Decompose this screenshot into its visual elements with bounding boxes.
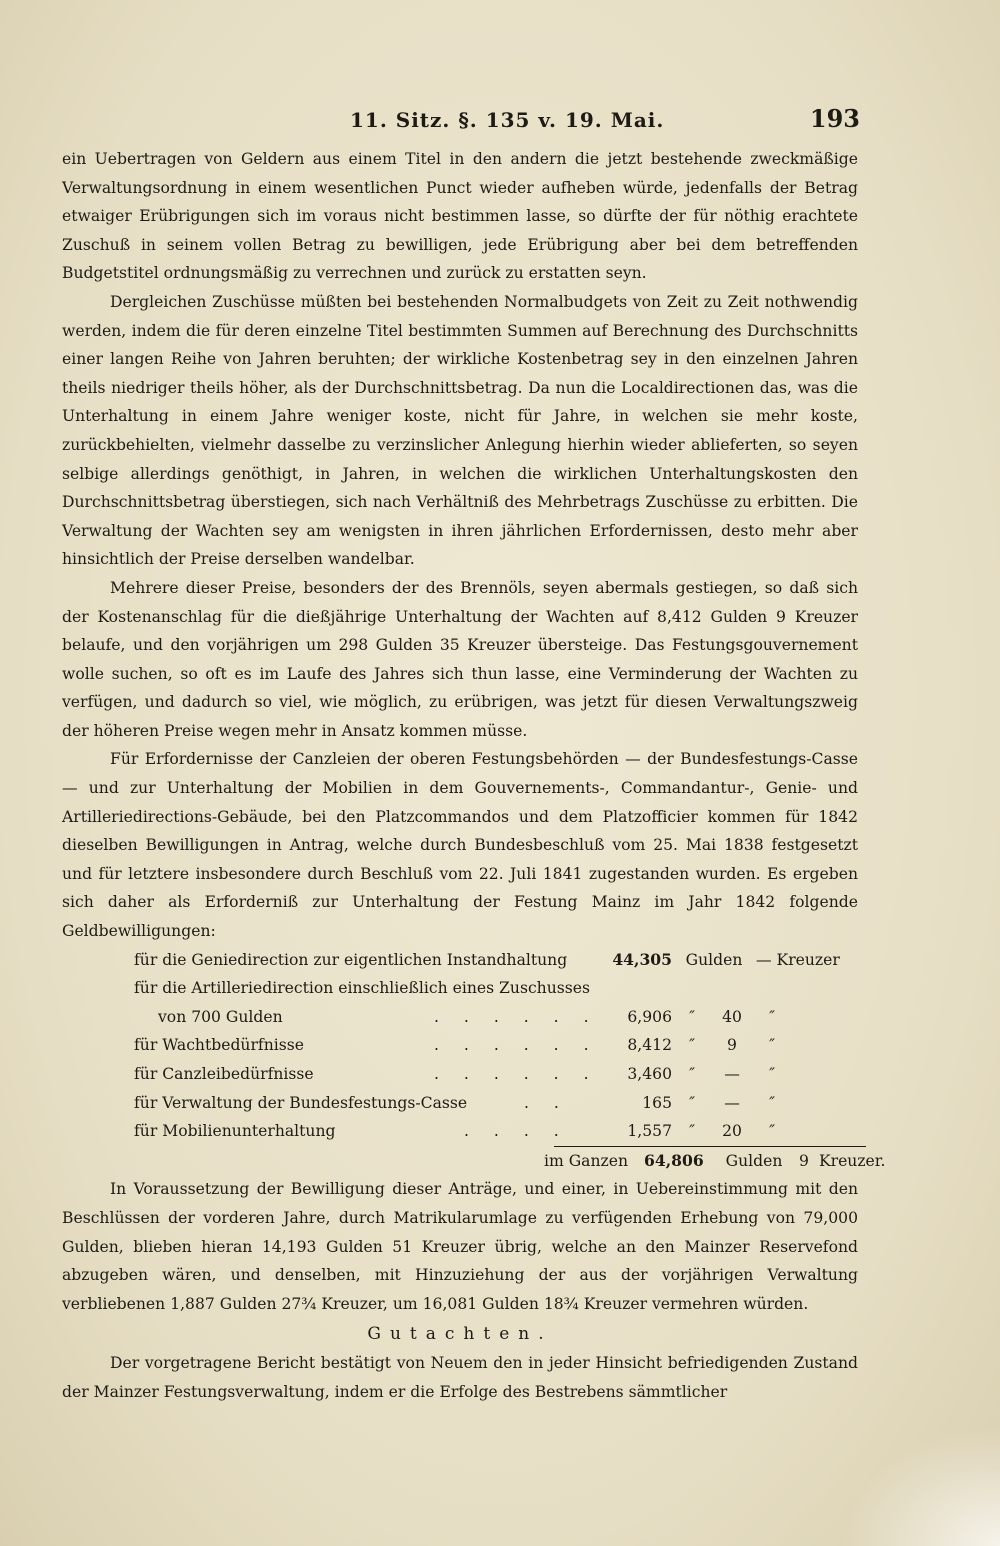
cost-row: [134, 1003, 858, 1032]
cost-row-artillery-intro: [134, 974, 858, 1003]
total-amount: 64,806: [644, 1150, 704, 1170]
ditto-mark: ″: [769, 1065, 775, 1083]
cost-amount: 1,557: [627, 1122, 672, 1141]
cost-row-genie: [134, 946, 858, 975]
paragraph-4: Für Erfordernisse der Canzleien der oberen Festungsbehörden — der Bundesfestungs-Casse — und zur Unterhaltung der Mobilien in dem Gouvernements-, Commandantur-, Genie- und Artilleriedirections-Gebäude, bei den Platzcommandos und dem Platzofficier kommen für 1842 dieselben Bewilligungen in Antrag, welche durch Bundesbeschluß vom 25. Mai 1838 festgesetzt und für letztere insbesondere durch Beschluß vom 22. Juli 1841 zugestanden wurden. Es ergeben sich daher als Erforderniß zur Unterhaltung der Festung Mainz im Jahr 1842 folgende Geldbewilligungen:: [62, 750, 858, 941]
leader-dots: . . . .: [464, 1122, 569, 1141]
cost-kreuzer: 20: [722, 1122, 742, 1141]
section-heading: Gutachten.: [367, 1324, 553, 1345]
cost-amount: 6,906: [627, 1007, 672, 1026]
total-row: [134, 1147, 886, 1176]
ditto-mark: ″: [689, 1065, 695, 1083]
ditto-mark: ″: [689, 1122, 695, 1141]
ditto-mark: ″: [689, 1093, 695, 1112]
cost-label: für die Geniedirection zur eigentlichen Instandhaltung: [134, 950, 568, 969]
total-kreuzer: 9: [799, 1151, 809, 1170]
cost-row: [134, 1117, 858, 1146]
ditto-mark: ″: [769, 1007, 775, 1026]
cost-row: [134, 1031, 858, 1060]
leader-dots: . .: [524, 1093, 569, 1112]
leader-dots: . . . . . .: [434, 1007, 599, 1026]
cost-label: für Wachtbedürfnisse: [134, 1036, 304, 1055]
page-number: 193: [809, 104, 860, 133]
leader-dots: . . . . . .: [434, 1065, 599, 1083]
cost-amount: 8,412: [627, 1036, 672, 1055]
cost-amount: 165: [642, 1093, 672, 1112]
cost-label: für Verwaltung der Bundesfestungs-Casse: [134, 1093, 468, 1112]
paragraph-1: ein Uebertragen von Geldern aus einem Titel in den andern die jetzt bestehende zweckmäßige Verwaltungsordnung in einem wesentlichen Punct wieder aufheben würde, jedenfalls der Betrag etwaiger Erübrigungen sich im voraus nicht bestimmen lasse, so dürfte der für nöthig erachtete Zuschuß in seinem vollen Betrag zu bewilligen, jede Erübrigung aber bei dem betreffenden Budgetstitel ordnungsmäßig zu verrechnen und zurück zu erstatten seyn.: [62, 150, 858, 283]
cost-label: für die Artilleriedirection einschließlich eines Zuschusses: [134, 979, 590, 998]
cost-amount: 3,460: [627, 1065, 672, 1083]
cost-kreuzer: — Kreuzer: [756, 950, 840, 969]
total-label: im Ganzen: [544, 1151, 629, 1170]
total-kreuzer-unit: Kreuzer.: [818, 1151, 886, 1170]
paragraph-3: Mehrere dieser Preise, besonders der des Brennöls, seyen abermals gestiegen, so daß sich der Kostenanschlag für die dießjährige Unterhaltung der Wachten auf 8,412 Gulden 9 Kreuzer belaufe, und den vorjährigen um 298 Gulden 35 Kreuzer übersteige. Das Festungsgouvernement wolle suchen, so oft es im Laufe des Jahres sich thun lasse, eine Verminderung der Wachten zu verfügen, und dadurch so viel, wie möglich, zu erübrigen, was jetzt für diesen Verwaltungszweig der höheren Preise wegen mehr in Ansatz kommen müsse.: [62, 578, 858, 740]
ditto-mark: ″: [689, 1036, 695, 1055]
ditto-mark: ″: [769, 1036, 775, 1055]
cost-label: für Mobilienunterhaltung: [134, 1122, 336, 1141]
cost-label: von 700 Gulden: [158, 1007, 283, 1026]
running-head: 11. Sitz. §. 135 v. 19. Mai.: [350, 108, 665, 132]
cost-kreuzer: 40: [722, 1007, 742, 1026]
page-header: [60, 104, 860, 144]
leader-dots: . . . . . .: [434, 1036, 599, 1055]
page-body: [62, 145, 886, 1406]
cost-unit: Gulden: [685, 950, 743, 969]
paragraph-2: Dergleichen Zuschüsse müßten bei bestehenden Normalbudgets von Zeit zu Zeit nothwendig werden, indem die für deren einzelne Titel bestimmten Summen auf Berechnung des Durchschnitts einer langen Reihe von Jahren beruhten; der wirkliche Kostenbetrag sey in den einzelnen Jahren theils niedriger theils höher, als der Durchschnittsbetrag. Da nun die Localdirectionen das, was die Unterhaltung in einem Jahre weniger koste, nicht für Jahre, in welchen sie mehr koste, zurückbehielten, vielmehr dasselbe zu verzinslicher Anlegung hierhin wieder ablieferten, so seyen selbige allerdings genöthigt, in Jahren, in welchen die wirklichen Unterhaltungskosten den Durchschnittsbetrag überstiegen, sich nach Verhältniß des Mehrbetrags Zuschüsse zu erbitten. Die Verwaltung der Wachten sey am wenigsten in ihren jährlichen Erfordernissen, desto mehr aber hinsichtlich der Preise derselben wandelbar.: [62, 292, 858, 569]
cost-kreuzer: —: [724, 1065, 740, 1083]
ditto-mark: ″: [769, 1093, 775, 1112]
total-unit: Gulden: [725, 1151, 783, 1170]
cost-table: [134, 946, 886, 1176]
paragraph-6: Der vorgetragene Bericht bestätigt von Neuem den in jeder Hinsicht befriedigenden Zustand der Mainzer Festungsverwaltung, indem er die Erfolge des Bestrebens sämmtlicher: [62, 1353, 858, 1401]
ditto-mark: ″: [689, 1007, 695, 1026]
cost-row: [134, 1060, 858, 1089]
cost-label: für Canzleibedürfnisse: [134, 1065, 314, 1083]
cost-kreuzer: 9: [727, 1036, 737, 1055]
cost-row: [134, 1089, 858, 1118]
paragraph-5: In Voraussetzung der Bewilligung dieser Anträge, und einer, in Uebereinstimmung mit den Beschlüssen der vorderen Jahre, durch Matrikularumlage zu verfügenden Erhebung von 79,000 Gulden, blieben hieran 14,193 Gulden 51 Kreuzer übrig, welche an den Mainzer Reservefond abzugeben wären, und denselben, mit Hinzuziehung der aus der vorjährigen Verwaltung verbliebenen 1,887 Gulden 27¾ Kreuzer, um 16,081 Gulden 18¾ Kreuzer vermehren würden.: [62, 1180, 858, 1313]
cost-amount: 44,305: [612, 949, 672, 969]
cost-kreuzer: —: [724, 1093, 740, 1112]
ditto-mark: ″: [769, 1122, 775, 1141]
